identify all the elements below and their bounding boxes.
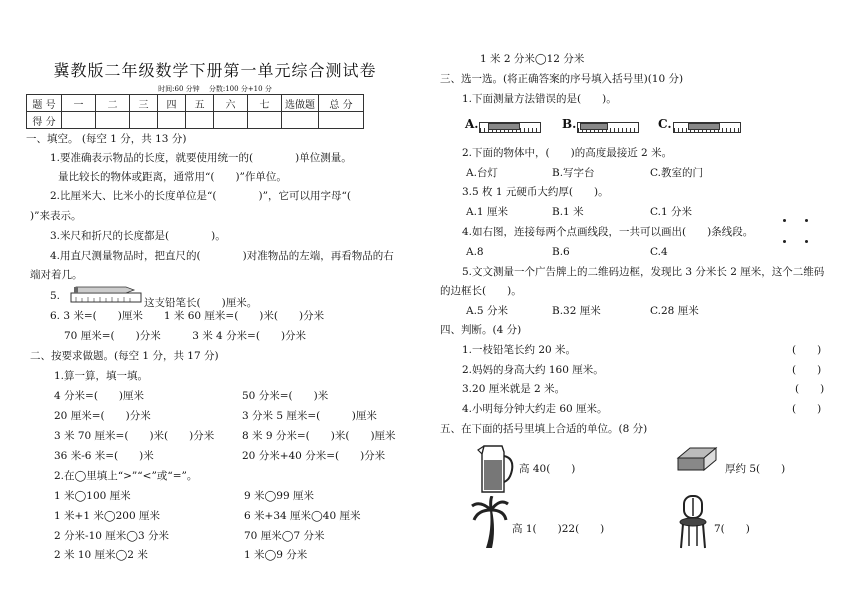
point-dot xyxy=(805,219,808,222)
exam-meta: 时间:60 分钟 分数:100 分+10 分 xyxy=(158,85,272,93)
unit-question: 厚约 5( ) xyxy=(725,463,786,475)
table-cell: 五 xyxy=(186,95,214,112)
table-cell: 四 xyxy=(158,95,186,112)
option-text: A.8 xyxy=(466,246,484,258)
option-text: C.教室的门 xyxy=(650,167,703,179)
table-cell: 一 xyxy=(62,95,96,112)
table-cell[interactable] xyxy=(319,112,364,129)
pencil-ruler-icon xyxy=(70,285,142,303)
compare-item: 2 分米-10 厘米◯3 分米 xyxy=(54,530,170,542)
option-text: B.6 xyxy=(552,246,570,258)
calc-item: 20 厘米=( )分米 xyxy=(54,410,151,422)
option-label: A. xyxy=(465,117,479,131)
table-cell: 七 xyxy=(248,95,282,112)
option-text: B.1 米 xyxy=(552,206,584,218)
compare-item: 1 米◯100 厘米 xyxy=(54,490,131,502)
question-text: 量比较长的物体或距离，通常用“( )”作单位。 xyxy=(58,171,287,183)
section-1-heading: 一、填空。 (每空 1 分，共 13 分) xyxy=(26,133,187,145)
kettle-icon xyxy=(476,440,516,496)
palm-tree-icon xyxy=(470,496,510,550)
compare-item: 9 米◯99 厘米 xyxy=(244,490,314,502)
calc-item: 20 分米+40 分米=( )分米 xyxy=(242,450,386,462)
option-label: B. xyxy=(562,117,577,131)
calc-item: 4 分米=( )厘米 xyxy=(54,390,145,402)
question-text: 1.算一算，填一填。 xyxy=(54,370,149,382)
compare-item: 1 米 2 分米◯12 分米 xyxy=(480,53,585,65)
calc-item: 36 米-6 米=( )米 xyxy=(54,450,154,462)
question-text: 3.米尺和折尺的长度都是( )。 xyxy=(50,230,226,242)
score-table xyxy=(26,94,364,129)
score-table-header-row xyxy=(27,95,364,112)
question-text: 4.用直尺测量物品时，把直尺的( )对准物品的左端，再看物品的右 xyxy=(50,250,394,262)
question-text: 端对着几。 xyxy=(30,269,83,281)
point-dot xyxy=(783,219,786,222)
question-text: 4.如右图，连接每两个点画线段，一共可以画出( )条线段。 xyxy=(462,226,754,238)
table-cell: 题 号 xyxy=(27,95,62,112)
question-text: 70 厘米=( )分米 3 米 4 分米=( )分米 xyxy=(64,330,307,342)
question-text: 1.下面测量方法错误的是( )。 xyxy=(462,93,617,105)
table-cell: 得 分 xyxy=(27,112,62,129)
question-text: 6. 3 米=( )厘米 1 米 60 厘米=( )米( )分米 xyxy=(50,310,325,322)
compare-item: 1 米+1 米◯200 厘米 xyxy=(54,510,160,522)
calc-item: 50 分米=( )米 xyxy=(242,390,329,402)
question-text: 5.文文测量一个广告牌上的二维码边框，发现比 3 分米长 2 厘米，这个二维码 xyxy=(462,266,825,278)
calc-item: 3 米 70 厘米=( )米( )分米 xyxy=(54,430,215,442)
table-cell[interactable] xyxy=(96,112,130,129)
option-text: C.28 厘米 xyxy=(650,305,699,317)
table-cell: 六 xyxy=(214,95,248,112)
table-cell[interactable] xyxy=(186,112,214,129)
measured-object xyxy=(580,123,608,130)
table-cell[interactable] xyxy=(158,112,186,129)
table-cell[interactable] xyxy=(130,112,158,129)
point-dot xyxy=(805,240,808,243)
option-label: C. xyxy=(658,117,672,131)
option-text: B.32 厘米 xyxy=(552,305,601,317)
compare-item: 2 米 10 厘米◯2 米 xyxy=(54,549,148,561)
answer-bracket[interactable]: ( ) xyxy=(792,403,822,415)
unit-question: 高 40( ) xyxy=(519,463,576,475)
judge-item: 4.小明每分钟大约走 60 厘米。 xyxy=(462,403,608,415)
answer-bracket[interactable]: ( ) xyxy=(792,364,822,376)
ruler-icon xyxy=(673,122,741,133)
question-text: 这支铅笔长( )厘米。 xyxy=(144,297,258,309)
table-cell[interactable] xyxy=(282,112,319,129)
page-title: 冀教版二年级数学下册第一单元综合测试卷 xyxy=(53,61,377,80)
table-cell: 三 xyxy=(130,95,158,112)
section-5-heading: 五、在下面的括号里填上合适的单位。(8 分) xyxy=(440,423,648,435)
measured-object xyxy=(488,123,520,130)
table-cell[interactable] xyxy=(62,112,96,129)
option-text: B.写字台 xyxy=(552,167,595,179)
judge-item: 2.妈妈的身高大约 160 厘米。 xyxy=(462,364,604,376)
option-text: C.4 xyxy=(650,246,668,258)
question-text: 2.比厘米大、比米小的长度单位是“( )”，它可以用字母“( xyxy=(50,190,351,202)
answer-bracket[interactable]: ( ) xyxy=(795,383,825,395)
option-text: C.1 分米 xyxy=(650,206,693,218)
chair-icon xyxy=(678,494,708,550)
table-cell[interactable] xyxy=(214,112,248,129)
judge-item: 3.20 厘米就是 2 米。 xyxy=(462,383,566,395)
answer-bracket[interactable]: ( ) xyxy=(792,344,822,356)
score-table-score-row xyxy=(27,112,364,129)
question-number: 5. xyxy=(50,290,61,302)
question-text: 2.在◯里填上“>”“<”或“=”。 xyxy=(54,470,198,482)
question-text: 3.5 枚 1 元硬币大约厚( )。 xyxy=(462,186,609,198)
table-cell[interactable] xyxy=(248,112,282,129)
compare-item: 1 米◯9 分米 xyxy=(244,549,308,561)
unit-question: 7( ) xyxy=(714,523,750,535)
section-4-heading: 四、判断。(4 分) xyxy=(440,324,522,336)
option-text: A.5 分米 xyxy=(466,305,508,317)
calc-item: 8 米 9 分米=( )米( )厘米 xyxy=(242,430,396,442)
table-cell: 总 分 xyxy=(319,95,364,112)
question-text: 2.下面的物体中，( )的高度最接近 2 米。 xyxy=(462,147,673,159)
measured-object xyxy=(688,123,720,130)
option-text: A.1 厘米 xyxy=(466,206,508,218)
question-text: 的边框长( )。 xyxy=(440,285,522,297)
question-text: )”来表示。 xyxy=(30,210,82,222)
unit-question: 高 1( )22( ) xyxy=(512,523,605,535)
calc-item: 3 分米 5 厘米=( )厘米 xyxy=(242,410,377,422)
section-2-heading: 二、按要求做题。(每空 1 分，共 17 分) xyxy=(30,350,219,362)
book-icon xyxy=(676,444,718,474)
option-text: A.台灯 xyxy=(466,167,498,179)
table-cell: 选做题 xyxy=(282,95,319,112)
ruler-icon xyxy=(479,122,541,133)
compare-item: 70 厘米◯7 分米 xyxy=(244,530,325,542)
section-3-heading: 三、选一选。(将正确答案的序号填入括号里)(10 分) xyxy=(440,73,684,85)
ruler-icon xyxy=(577,122,639,133)
table-cell: 二 xyxy=(96,95,130,112)
compare-item: 6 米+34 厘米◯40 厘米 xyxy=(244,510,361,522)
question-text: 1.要准确表示物品的长度，就要使用统一的( )单位测量。 xyxy=(50,152,352,164)
judge-item: 1.一枝铅笔长约 20 米。 xyxy=(462,344,577,356)
point-dot xyxy=(783,240,786,243)
